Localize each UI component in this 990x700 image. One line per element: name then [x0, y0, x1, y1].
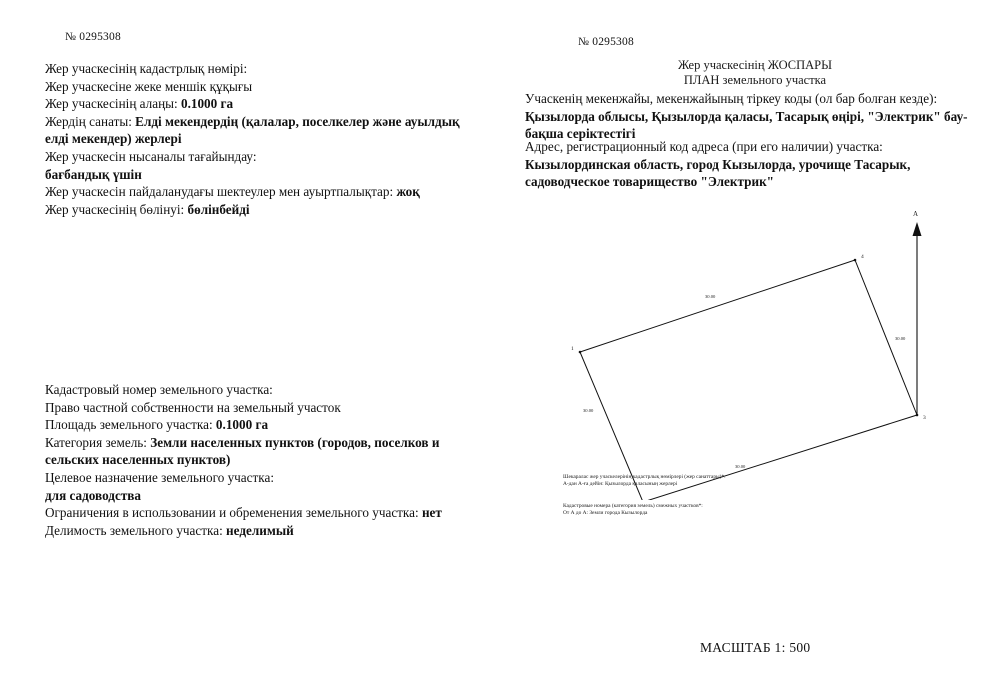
kk-restrictions-label: Жер учаскесін пайдаланудағы шектеулер мен ауыртпалықтар:	[45, 184, 397, 200]
kk-restrictions-value: жоқ	[396, 184, 420, 200]
kk-address-value: Қызылорда облысы, Қызылорда қаласы, Тасарық өңірі, "Электрик" бау-бақша серіктестігі	[525, 108, 968, 142]
kk-area-value: 0.1000 га	[180, 96, 234, 112]
dimension-top: 30.00	[705, 294, 716, 299]
land-plot-drawing	[525, 200, 975, 500]
ru-category-label: Категория земель:	[45, 434, 151, 450]
note-ru-body: От А до А: Земли города Кызылорда	[563, 510, 648, 517]
kk-category-value: Елді мекендердің (қалалар, поселкелер және ауылдық елді мекендер) жерлері	[45, 113, 460, 147]
kk-purpose-value: бағбандық үшін	[45, 166, 142, 182]
kk-divisibility-line	[45, 201, 465, 219]
ru-restrictions-value: нет	[421, 505, 442, 521]
kk-cadastral-number-label: Жер учаскесінің кадастрлық нөмірі:	[45, 61, 248, 76]
dimension-left: 30.00	[583, 408, 594, 413]
ru-ownership-right-label: Право частной собственности на земельный участок	[45, 399, 341, 415]
plan-title	[525, 58, 985, 88]
left-column-russian	[45, 381, 475, 539]
dimension-right: 30.00	[895, 336, 906, 341]
plan-title-kk: Жер учаскесінің ЖОСПАРЫ	[677, 58, 833, 72]
north-label: А	[913, 210, 919, 218]
document-number-right: № 0295308	[578, 36, 634, 48]
ru-divisibility-value: неделимый	[226, 522, 294, 538]
ru-restrictions-label: Ограничения в использовании и обременения земельного участка:	[45, 505, 422, 521]
plan-title-ru: ПЛАН земельного участка	[683, 73, 827, 87]
vertex-4	[854, 259, 857, 262]
ru-category-value: Земли населенных пунктов (городов, поселков и сельских населенных пунктов)	[45, 434, 440, 468]
ru-cadastral-number-label: Кадастровый номер земельного участка:	[45, 382, 273, 397]
parcel-outline	[580, 260, 917, 500]
kk-divisibility-value: бөлінбейді	[187, 201, 250, 217]
right-column-kazakh	[525, 90, 985, 143]
ru-purpose-value: для садоводства	[45, 487, 142, 503]
ru-area-line	[45, 416, 475, 434]
kk-address-label: Учаскенің мекенжайы, мекенжайының тіркеу коды (ол бар болған кезде):	[525, 91, 938, 106]
kk-divisibility-label: Жер учаскесінің бөлінуі:	[45, 201, 188, 217]
kk-restrictions-line	[45, 183, 465, 201]
ru-divisibility-line	[45, 522, 475, 540]
left-column-kazakh	[45, 60, 465, 218]
document-number-left: № 0295308	[65, 31, 121, 43]
ru-divisibility-label: Делимость земельного участка:	[45, 522, 227, 538]
vertex-3	[916, 414, 919, 417]
ru-area-label: Площадь земельного участка:	[45, 417, 216, 433]
kk-area-label: Жер учаскесінің алаңы:	[45, 96, 181, 112]
dimension-bottom: 30.00	[735, 464, 746, 469]
ru-category-line	[45, 434, 475, 469]
adjacent-parcels-note-kk	[563, 474, 893, 488]
ru-area-value: 0.1000 га	[215, 417, 269, 433]
ru-address-label: Адрес, регистрационный код адреса (при его наличии) участка:	[525, 139, 883, 154]
kk-category-line	[45, 113, 465, 148]
note-kk-body: А-дан А-ға дейін: Қызылорда қаласының жерлері	[563, 481, 678, 488]
kk-category-label: Жердің санаты:	[45, 113, 136, 129]
kk-purpose-label: Жер учаскесін нысаналы тағайындау:	[45, 148, 257, 164]
note-ru-title: Кадастровые номера (категория земель) смежных участков*:	[563, 503, 703, 509]
kk-area-line	[45, 95, 465, 113]
ru-address-value: Кызылординская область, город Кызылорда, урочище Тасарык, садоводческое товарищество "Электрик"	[525, 156, 911, 190]
adjacent-parcels-note-ru	[563, 503, 893, 517]
ru-restrictions-line	[45, 504, 475, 522]
right-column-russian	[525, 138, 975, 191]
ru-purpose-label: Целевое назначение земельного участка:	[45, 469, 275, 485]
vertex-1	[579, 351, 582, 354]
corner-label-3: 3	[923, 415, 926, 421]
corner-label-1: 1	[571, 346, 574, 352]
corner-label-4: 4	[861, 254, 864, 260]
kk-ownership-right-label: Жер учаскесіне жеке меншік құқығы	[45, 78, 253, 94]
scale-label: МАСШТАБ 1: 500	[700, 640, 811, 655]
note-kk-title: Шекаралас жер учаскелерінің кадастрлық нөмірлері (жер санаттары)*:	[563, 474, 726, 480]
north-arrow-icon	[913, 222, 922, 415]
